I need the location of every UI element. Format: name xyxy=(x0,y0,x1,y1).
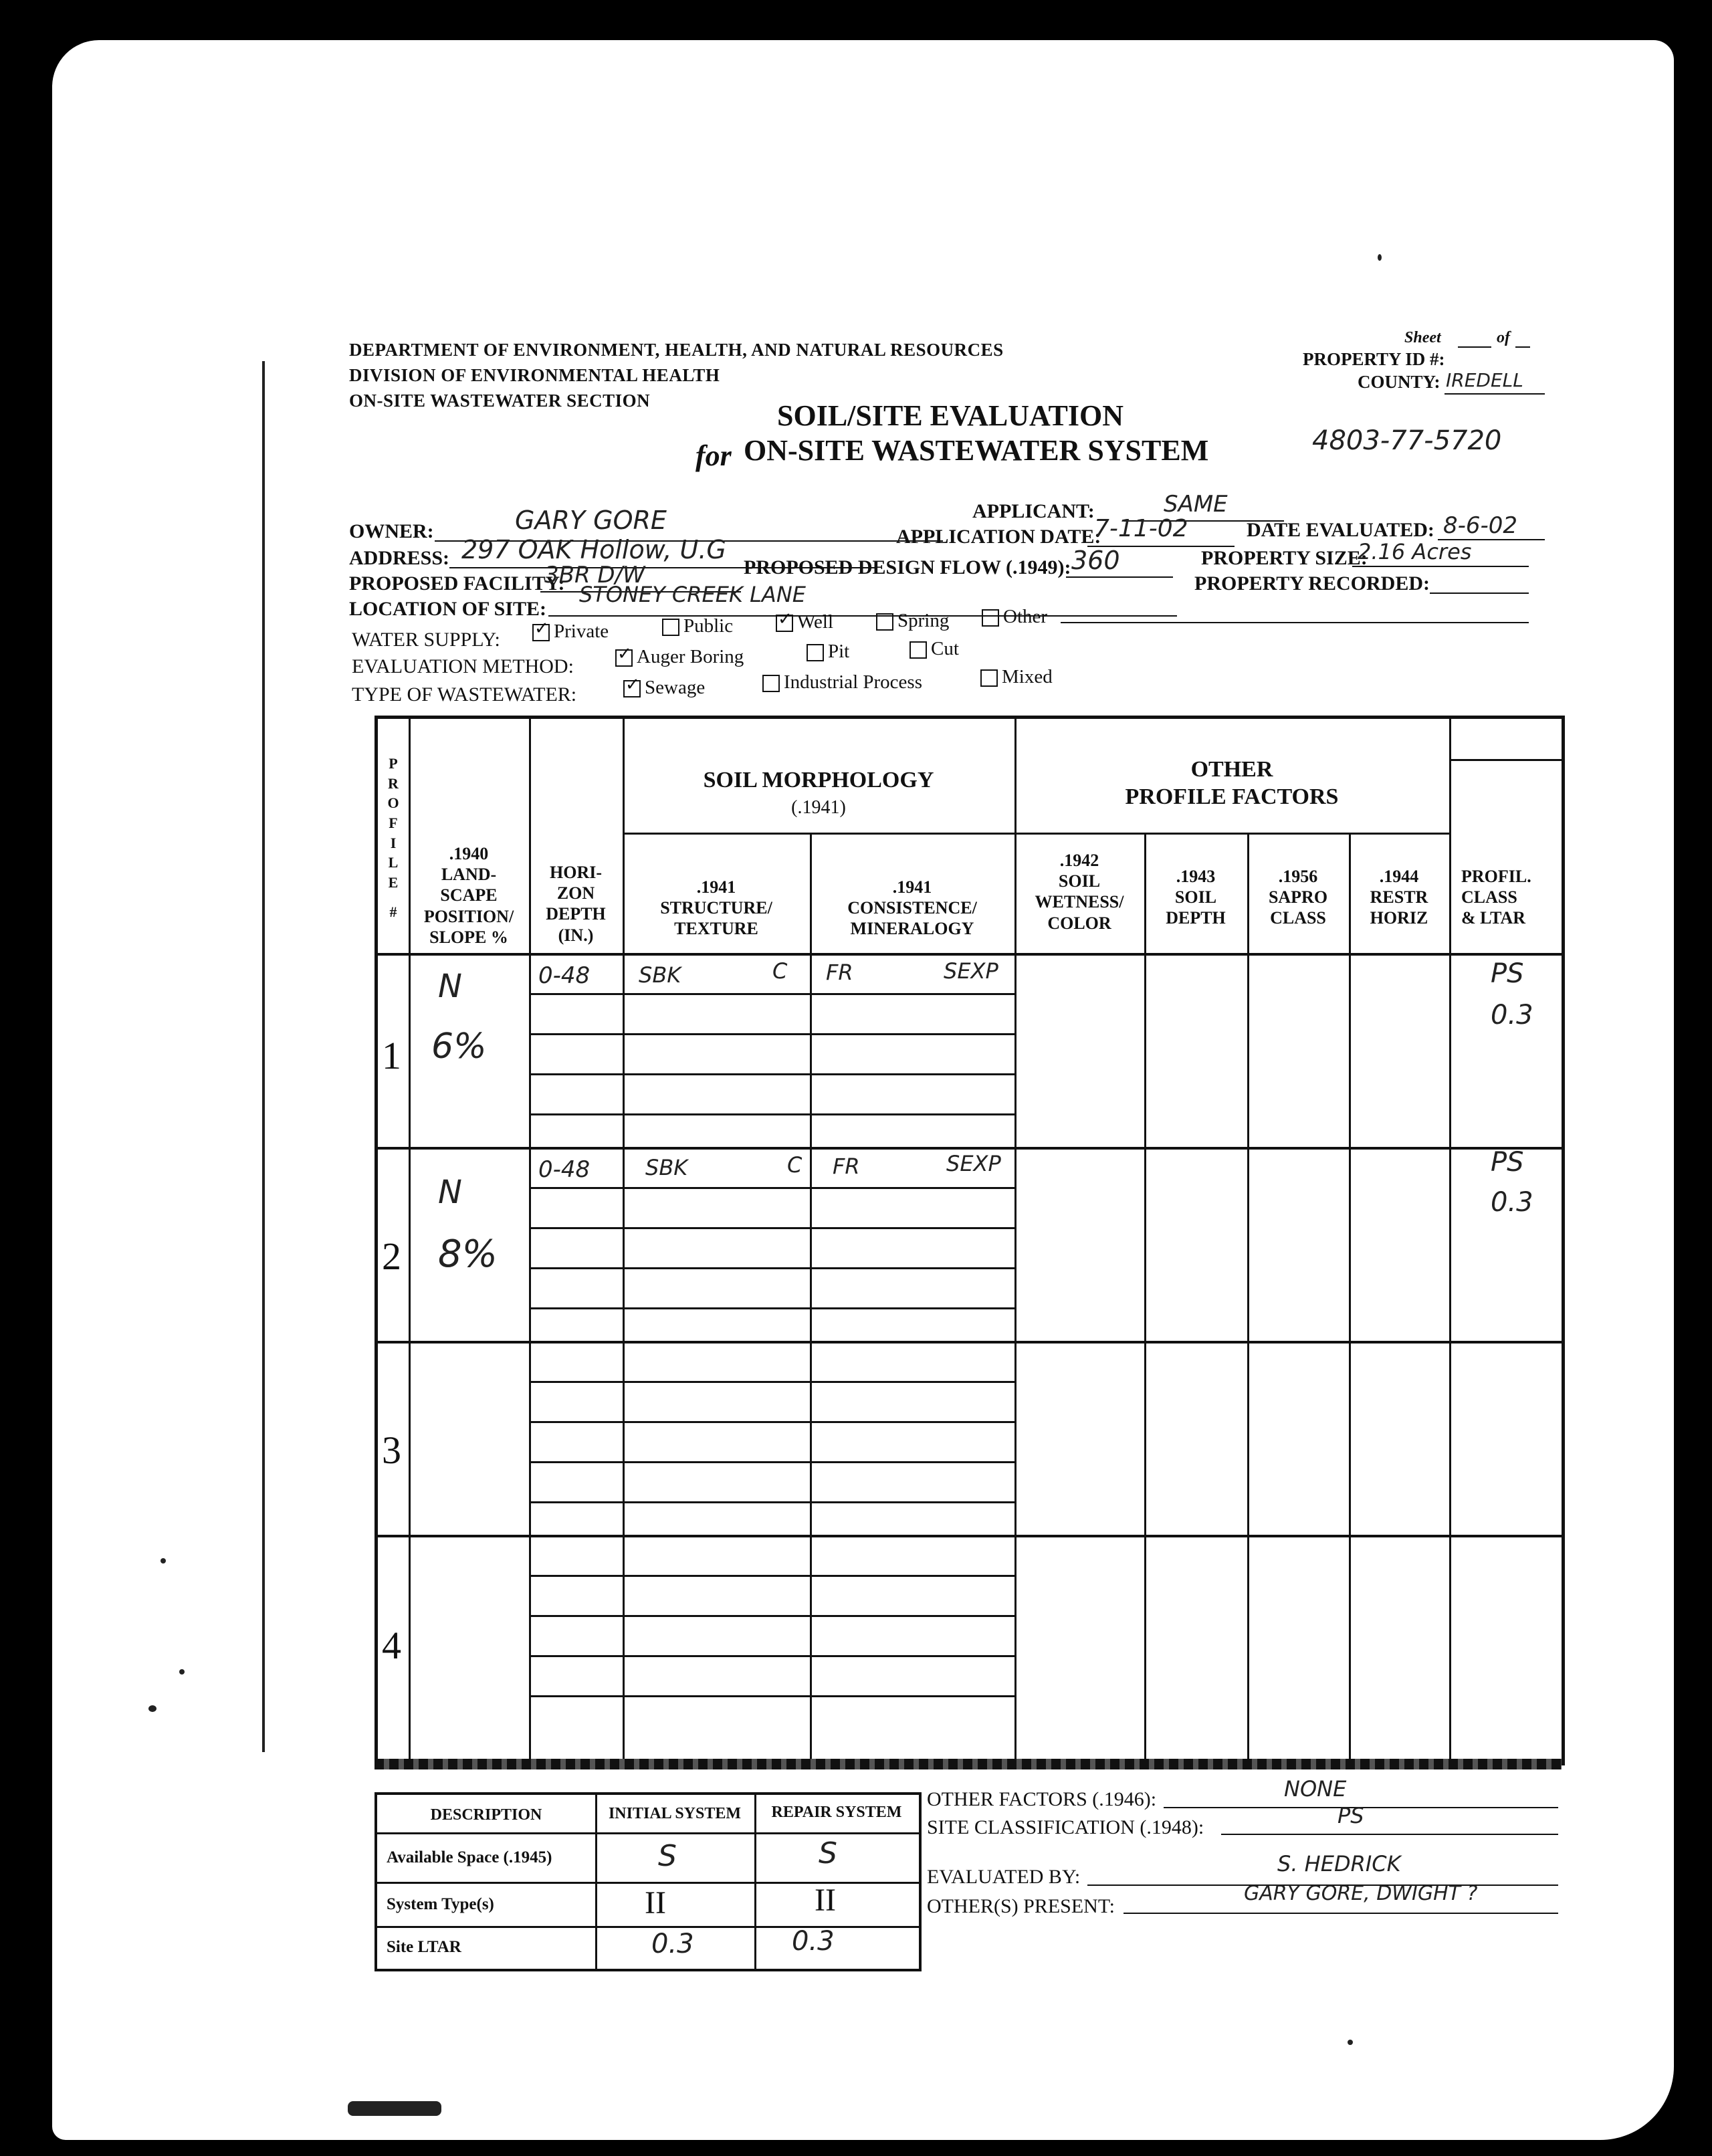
others-present-value: GARY GORE, DWIGHT ? xyxy=(1244,1882,1478,1905)
site-ltar-label: Site LTAR xyxy=(387,1938,461,1956)
checkbox-icon[interactable] xyxy=(762,675,780,692)
applicant-value: SAME xyxy=(1164,491,1228,518)
scan-speck xyxy=(148,1705,156,1712)
soil-morphology-header: SOIL MORPHOLOGY xyxy=(703,768,934,792)
evaluation-method-label: EVALUATION METHOD: xyxy=(352,655,574,677)
checkbox-icon[interactable] xyxy=(623,680,641,697)
scan-speck xyxy=(160,1558,166,1564)
profile-number-1: 1 xyxy=(382,1034,401,1077)
eval-option-auger[interactable]: ✓ Auger Boring xyxy=(615,646,744,668)
structure-header: .1941 STRUCTURE/ TEXTURE xyxy=(660,877,772,939)
row2-texture: C xyxy=(787,1152,802,1178)
checkbox-icon[interactable] xyxy=(662,619,679,636)
water-option-well[interactable]: ✓ Well xyxy=(776,611,833,633)
available-space-label: Available Space (.1945) xyxy=(387,1848,552,1866)
water-option-other[interactable]: Other xyxy=(982,606,1047,628)
soil-depth-header: .1943 SOIL DEPTH xyxy=(1166,867,1226,928)
consistence-header: .1941 CONSISTENCE/ MINERALOGY xyxy=(847,877,977,939)
applicant-label: APPLICANT: xyxy=(972,500,1095,522)
restr-header: .1944 RESTR HORIZ xyxy=(1370,867,1428,928)
table-bottom-rule xyxy=(374,1759,1562,1769)
checkbox-icon[interactable] xyxy=(807,644,824,661)
description-header: DESCRIPTION xyxy=(430,1806,542,1824)
site-classification-label: SITE CLASSIFICATION (.1948): xyxy=(927,1816,1204,1838)
profile-number-4: 4 xyxy=(382,1624,401,1667)
site-ltar-repair: 0.3 xyxy=(792,1926,835,1957)
sheet-of-label: of xyxy=(1497,329,1510,346)
water-supply-label: WATER SUPPLY: xyxy=(352,629,500,651)
sapro-header: .1956 SAPRO CLASS xyxy=(1268,867,1328,928)
available-space-repair: S xyxy=(819,1836,837,1870)
water-option-private[interactable]: ✓ Private xyxy=(532,621,609,643)
design-flow-label: PROPOSED DESIGN FLOW (.1949): xyxy=(744,556,1071,578)
form-title-for: for xyxy=(696,439,732,472)
site-ltar-initial: 0.3 xyxy=(651,1929,694,1959)
repair-system-header: REPAIR SYSTEM xyxy=(771,1804,902,1821)
checkbox-icon[interactable] xyxy=(980,669,998,687)
row2-mineralogy: SEXP xyxy=(946,1151,1001,1176)
other-factors-header: OTHER PROFILE FACTORS xyxy=(1125,757,1339,809)
design-flow-value: 360 xyxy=(1071,546,1120,575)
row1-slope: 6% xyxy=(431,1027,487,1067)
eval-option-cut[interactable]: Cut xyxy=(909,638,959,660)
row1-mineralogy: SEXP xyxy=(944,958,998,984)
wetness-header: .1942 SOIL WETNESS/ COLOR xyxy=(1035,851,1124,933)
scan-speck xyxy=(1378,254,1382,261)
wastewater-option-mixed[interactable]: Mixed xyxy=(980,666,1053,688)
wastewater-option-industrial[interactable]: Industrial Process xyxy=(762,671,922,693)
profile-number-2: 2 xyxy=(382,1234,401,1278)
profile-vertical-header: P R O F I L E # xyxy=(387,755,399,920)
property-size-label: PROPERTY SIZE: xyxy=(1201,547,1368,569)
dept-line-2: DIVISION OF ENVIRONMENTAL HEALTH xyxy=(349,365,720,385)
water-option-spring[interactable]: Spring xyxy=(876,610,949,632)
property-recorded-label: PROPERTY RECORDED: xyxy=(1194,572,1430,595)
landscape-header: .1940 LAND- SCAPE POSITION/ SLOPE % xyxy=(423,844,514,947)
location-label: LOCATION OF SITE: xyxy=(349,598,547,620)
site-classification-value: PS xyxy=(1338,1803,1364,1828)
checkbox-icon[interactable] xyxy=(615,649,633,667)
row1-landscape: N xyxy=(438,968,462,1005)
horizon-header: HORI- ZON DEPTH (IN.) xyxy=(546,863,606,945)
system-type-repair: II xyxy=(815,1882,836,1918)
soil-morphology-sub: (.1941) xyxy=(791,797,846,818)
proposed-facility-label: PROPOSED FACILITY: xyxy=(349,572,565,595)
other-factors-label: OTHER FACTORS (.1946): xyxy=(927,1788,1157,1810)
property-size-value: 2.16 Acres xyxy=(1358,539,1472,564)
row2-consistence: FR xyxy=(833,1154,860,1179)
row1-structure: SBK xyxy=(639,962,681,988)
sheet-label: Sheet xyxy=(1404,329,1441,346)
row1-ltar: 0.3 xyxy=(1491,1000,1533,1031)
profile-number-3: 3 xyxy=(382,1428,401,1472)
profile-table xyxy=(374,716,1565,1765)
form-title-line1: SOIL/SITE EVALUATION xyxy=(777,399,1124,432)
scan-edge-line xyxy=(262,361,265,1752)
proposed-facility-value: 3BR D/W xyxy=(544,562,645,588)
property-id-label: PROPERTY ID #: xyxy=(1303,349,1445,369)
row1-texture: C xyxy=(772,958,788,984)
scan-speck xyxy=(1348,2040,1353,2045)
evaluated-by-value: S. HEDRICK xyxy=(1277,1851,1401,1876)
row2-slope: 8% xyxy=(438,1232,498,1276)
row2-class: PS xyxy=(1491,1147,1524,1178)
checkbox-icon[interactable] xyxy=(909,641,927,659)
owner-label: OWNER: xyxy=(349,520,434,542)
eval-option-pit[interactable]: Pit xyxy=(807,641,849,663)
water-option-public[interactable]: Public xyxy=(662,615,733,637)
checkbox-icon[interactable] xyxy=(876,613,893,631)
scan-speck xyxy=(179,1669,185,1675)
form-title-line2: ON-SITE WASTEWATER SYSTEM xyxy=(744,434,1209,467)
property-number: 4803-77-5720 xyxy=(1312,425,1502,456)
owner-value: GARY GORE xyxy=(515,506,667,535)
checkbox-icon[interactable] xyxy=(532,624,550,641)
wastewater-label: TYPE OF WASTEWATER: xyxy=(352,683,577,706)
row1-class: PS xyxy=(1491,958,1524,989)
dept-line-1: DEPARTMENT OF ENVIRONMENT, HEALTH, AND NATURAL RESOURCES xyxy=(349,340,1004,360)
row1-depth: 0-48 xyxy=(538,962,591,989)
summary-table xyxy=(374,1792,922,1971)
date-evaluated-label: DATE EVALUATED: xyxy=(1247,519,1434,541)
wastewater-option-sewage[interactable]: ✓ Sewage xyxy=(623,677,705,699)
checkbox-icon[interactable] xyxy=(776,615,793,632)
others-present-label: OTHER(S) PRESENT: xyxy=(927,1895,1115,1917)
address-value: 297 OAK Hollow, U.G xyxy=(461,535,726,564)
system-type-initial: II xyxy=(645,1885,666,1921)
row2-ltar: 0.3 xyxy=(1491,1187,1533,1218)
initial-system-header: INITIAL SYSTEM xyxy=(608,1805,742,1822)
scan-blot xyxy=(348,2101,441,2116)
row2-depth: 0-48 xyxy=(538,1156,591,1183)
row2-landscape: N xyxy=(438,1174,462,1211)
system-type-label: System Type(s) xyxy=(387,1895,494,1913)
date-evaluated-value: 8-6-02 xyxy=(1443,512,1518,539)
county-value: IREDELL xyxy=(1446,369,1523,391)
checkbox-icon[interactable] xyxy=(982,609,999,627)
row1-consistence: FR xyxy=(826,960,853,985)
county-label: COUNTY: xyxy=(1358,372,1440,392)
location-value: STONEY CREEK LANE xyxy=(579,582,806,607)
evaluated-by-label: EVALUATED BY: xyxy=(927,1866,1081,1888)
profile-class-header: PROFIL. CLASS & LTAR xyxy=(1461,867,1531,928)
row2-structure: SBK xyxy=(645,1155,688,1180)
application-date-value: 7-11-02 xyxy=(1094,515,1188,542)
dept-line-3: ON-SITE WASTEWATER SECTION xyxy=(349,391,651,411)
address-label: ADDRESS: xyxy=(349,547,450,569)
application-date-label: APPLICATION DATE: xyxy=(896,526,1101,548)
available-space-initial: S xyxy=(658,1839,677,1873)
other-factors-value: NONE xyxy=(1284,1776,1347,1802)
